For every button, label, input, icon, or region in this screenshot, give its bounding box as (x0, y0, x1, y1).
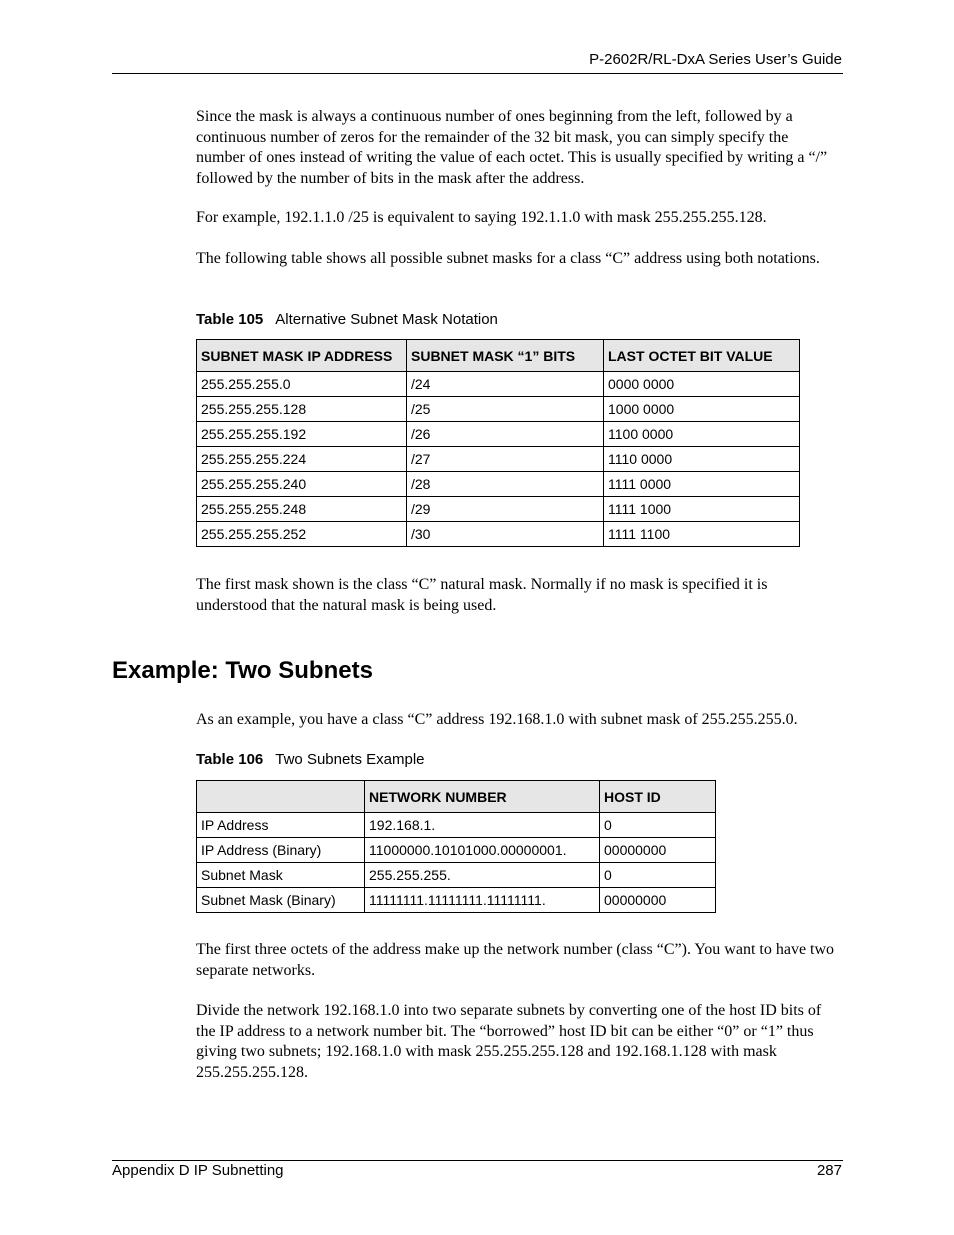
table-cell: 255.255.255.224 (197, 447, 407, 472)
column-header: NETWORK NUMBER (365, 781, 600, 813)
section-heading: Example: Two Subnets (112, 657, 373, 684)
paragraph-network-number: The first three octets of the address make up the network number (class “C”). You want to have two separate networks. (196, 941, 835, 979)
footer-section-title: Appendix D IP Subnetting (112, 1162, 284, 1179)
table-row (197, 863, 716, 888)
table-cell: 255.255.255. (365, 863, 600, 888)
table-106-caption-text: Two Subnets Example (275, 751, 425, 768)
two-subnets-example-table (196, 780, 716, 913)
table-cell: 255.255.255.192 (197, 422, 407, 447)
table-cell: /27 (407, 447, 604, 472)
table-cell: 255.255.255.248 (197, 497, 407, 522)
table-header-row (197, 340, 800, 372)
table-106-caption-label: Table 106 (196, 751, 264, 768)
table-cell: 00000000 (600, 838, 716, 863)
table-row (197, 888, 716, 913)
table-cell: 00000000 (600, 888, 716, 913)
table-cell: IP Address (Binary) (197, 838, 365, 863)
table-cell: /29 (407, 497, 604, 522)
table-cell: 255.255.255.0 (197, 372, 407, 397)
column-header: HOST ID (600, 781, 716, 813)
table-105-caption-label: Table 105 (196, 311, 264, 328)
table-cell: 1111 1000 (604, 497, 800, 522)
table-105-caption-text: Alternative Subnet Mask Notation (275, 311, 498, 328)
column-header: SUBNET MASK “1” BITS (407, 340, 604, 372)
table-cell: 1111 1100 (604, 522, 800, 547)
table-row (197, 472, 800, 497)
table-cell: 1100 0000 (604, 422, 800, 447)
table-cell: 0 (600, 813, 716, 838)
column-header (197, 781, 365, 813)
table-cell: 255.255.255.252 (197, 522, 407, 547)
table-row (197, 422, 800, 447)
running-header-title: P-2602R/RL-DxA Series User’s Guide (589, 51, 842, 68)
column-header: SUBNET MASK IP ADDRESS (197, 340, 407, 372)
table-cell: 255.255.255.128 (197, 397, 407, 422)
table-106-caption (196, 751, 425, 768)
paragraph-mask-notation: Since the mask is always a continuous number of ones beginning from the left, followed by a continuous number of zeros for the remainder of the 32 bit mask, you can simply specify the number of ones instead of writing the value of each octet. This is usually specified by writing a “/” followed by the number of bits in the mask after the address. (196, 108, 828, 187)
paragraph-natural-mask: The first mask shown is the class “C” natural mask. Normally if no mask is specified it is understood that the natural mask is being used. (196, 576, 768, 614)
paragraph-table-intro: The following table shows all possible subnet masks for a class “C” address using both notations. (196, 250, 820, 267)
table-cell: 255.255.255.240 (197, 472, 407, 497)
table-cell: /30 (407, 522, 604, 547)
table-cell: IP Address (197, 813, 365, 838)
table-cell: /26 (407, 422, 604, 447)
table-row (197, 372, 800, 397)
table-row (197, 522, 800, 547)
table-row (197, 813, 716, 838)
table-cell: 192.168.1. (365, 813, 600, 838)
table-row (197, 397, 800, 422)
table-row (197, 447, 800, 472)
table-cell: 1110 0000 (604, 447, 800, 472)
footer-rule (112, 1160, 843, 1161)
table-cell: Subnet Mask (197, 863, 365, 888)
table-cell: 11111111.11111111.11111111. (365, 888, 600, 913)
table-cell: /28 (407, 472, 604, 497)
subnet-mask-notation-table (196, 339, 800, 547)
paragraph-example: For example, 192.1.1.0 /25 is equivalent to saying 192.1.1.0 with mask 255.255.255.128. (196, 209, 767, 226)
table-header-row (197, 781, 716, 813)
table-row (197, 497, 800, 522)
page-number: 287 (816, 1162, 842, 1179)
header-rule (112, 73, 843, 74)
table-cell: /24 (407, 372, 604, 397)
table-cell: 1111 0000 (604, 472, 800, 497)
table-cell: 0 (600, 863, 716, 888)
column-header: LAST OCTET BIT VALUE (604, 340, 800, 372)
table-row (197, 838, 716, 863)
table-cell: Subnet Mask (Binary) (197, 888, 365, 913)
table-cell: /25 (407, 397, 604, 422)
paragraph-two-subnets-intro: As an example, you have a class “C” address 192.168.1.0 with subnet mask of 255.255.255.0. (196, 711, 798, 728)
paragraph-divide-network: Divide the network 192.168.1.0 into two separate subnets by converting one of the host ID bits of the IP address to a network number bit. The “borrowed” host ID bit can be either “0” or “1” thus giving two subnets; 192.168.1.0 with mask 255.255.255.128 and 192.168.1.128 with mask 255.255.255.128. (196, 1002, 822, 1081)
table-105-caption (196, 311, 498, 328)
table-cell: 0000 0000 (604, 372, 800, 397)
table-cell: 1000 0000 (604, 397, 800, 422)
table-cell: 11000000.10101000.00000001. (365, 838, 600, 863)
